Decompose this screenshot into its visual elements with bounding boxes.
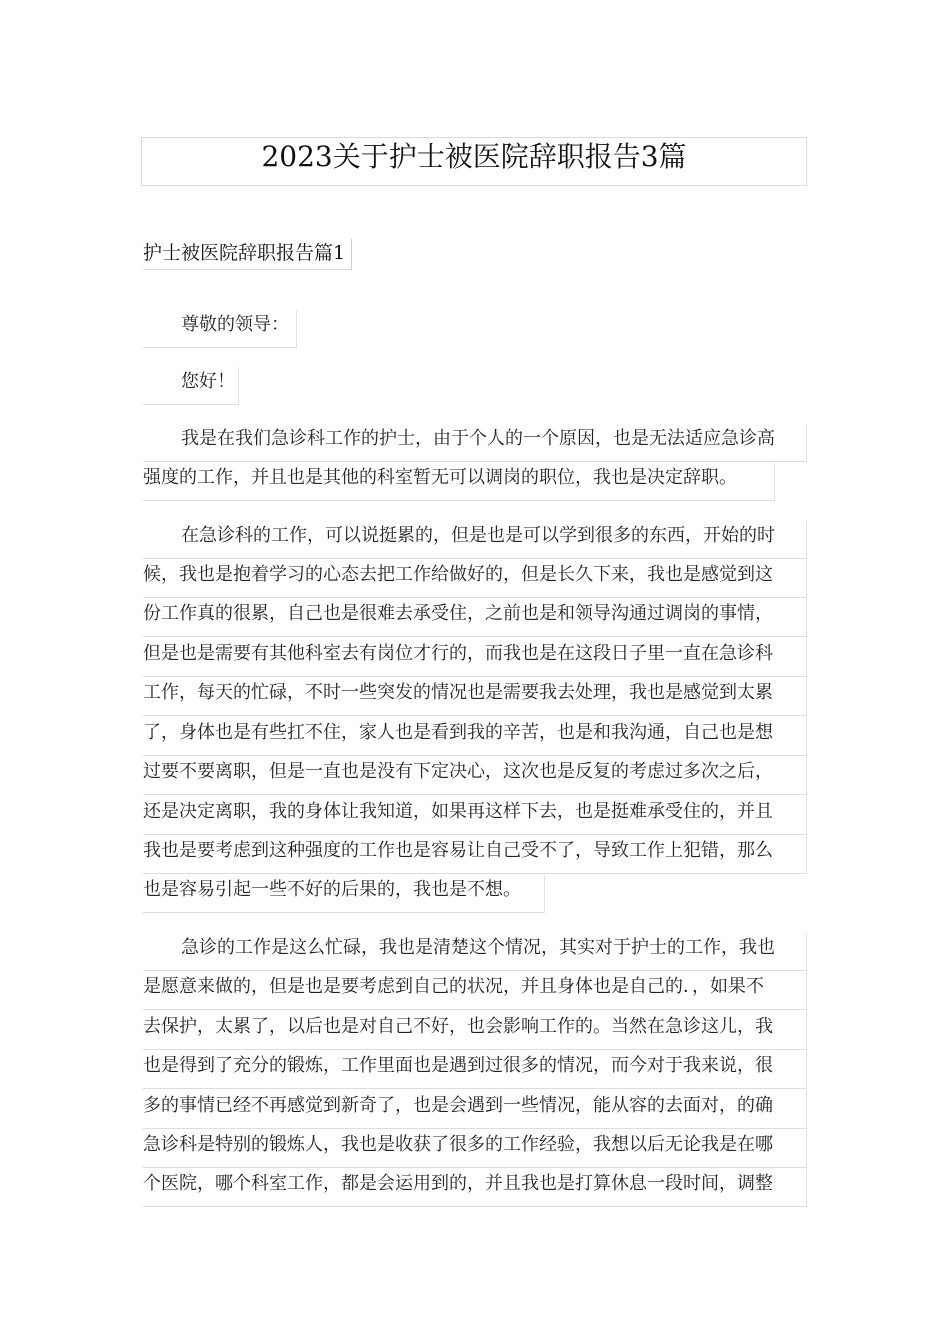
paragraph2-line: 也是容易引起一些不好的后果的，我也是不想。 [143, 875, 545, 913]
paragraph2-line: 我也是要考虑到这种强度的工作也是容易让自己受不了，导致工作上犯错，那么 [143, 836, 807, 874]
paragraph2-line: 还是决定离职，我的身体让我知道，如果再这样下去，也是挺难承受住的，并且 [143, 797, 807, 835]
document-title: 2023关于护士被医院辞职报告3篇 [261, 140, 687, 173]
paragraph1-line: 我是在我们急诊科工作的护士，由于个人的一个原因，也是无法适应急诊高 [143, 424, 807, 462]
paragraph2-line: 了，身体也是有些扛不住，家人也是看到我的辛苦，也是和我沟通，自己也是想 [143, 718, 807, 756]
paragraph2-line: 份工作真的很累，自己也是很难去承受住，之前也是和领导沟通过调岗的事情， [143, 599, 807, 637]
paragraph1-line: 强度的工作，并且也是其他的科室暂无可以调岗的职位，我也是决定辞职。 [143, 463, 775, 501]
greeting: 您好！ [143, 367, 239, 405]
paragraph3-line: 去保护，太累了，以后也是对自己不好，也会影响工作的。当然在急诊这儿，我 [143, 1012, 807, 1050]
paragraph3-line: 急诊科是特别的锻炼人，我也是收获了很多的工作经验，我想以后无论我是在哪 [143, 1130, 807, 1168]
section-heading: 护士被医院辞职报告篇1 [143, 239, 352, 270]
paragraph3-line: 急诊的工作是这么忙碌，我也是清楚这个情况，其实对于护士的工作，我也 [143, 933, 807, 971]
salutation: 尊敬的领导： [143, 310, 297, 348]
paragraph2-line: 在急诊科的工作，可以说挺累的，但是也是可以学到很多的东西，开始的时 [143, 521, 807, 559]
paragraph3-line: 也是得到了充分的锻炼，工作里面也是遇到过很多的情况，而今对于我来说，很 [143, 1051, 807, 1089]
paragraph2-line: 工作，每天的忙碌，不时一些突发的情况也是需要我去处理，我也是感觉到太累 [143, 678, 807, 716]
paragraph2-line: 过要不要离职，但是一直也是没有下定决心，这次也是反复的考虑过多次之后， [143, 757, 807, 795]
paragraph3-line: 多的事情已经不再感觉到新奇了，也是会遇到一些情况，能从容的去面对，的确 [143, 1091, 807, 1129]
paragraph2-line: 候，我也是抱着学习的心态去把工作给做好的，但是长久下来，我也是感觉到这 [143, 560, 807, 598]
paragraph2-line: 但是也是需要有其他科室去有岗位才行的，而我也是在这段日子里一直在急诊科 [143, 639, 807, 677]
paragraph3-line: 是愿意来做的，但是也是要考虑到自己的状况，并且身体也是自己的．，如果不 [143, 972, 807, 1010]
paragraph3-line: 个医院，哪个科室工作，都是会运用到的，并且我也是打算休息一段时间，调整 [143, 1169, 807, 1207]
